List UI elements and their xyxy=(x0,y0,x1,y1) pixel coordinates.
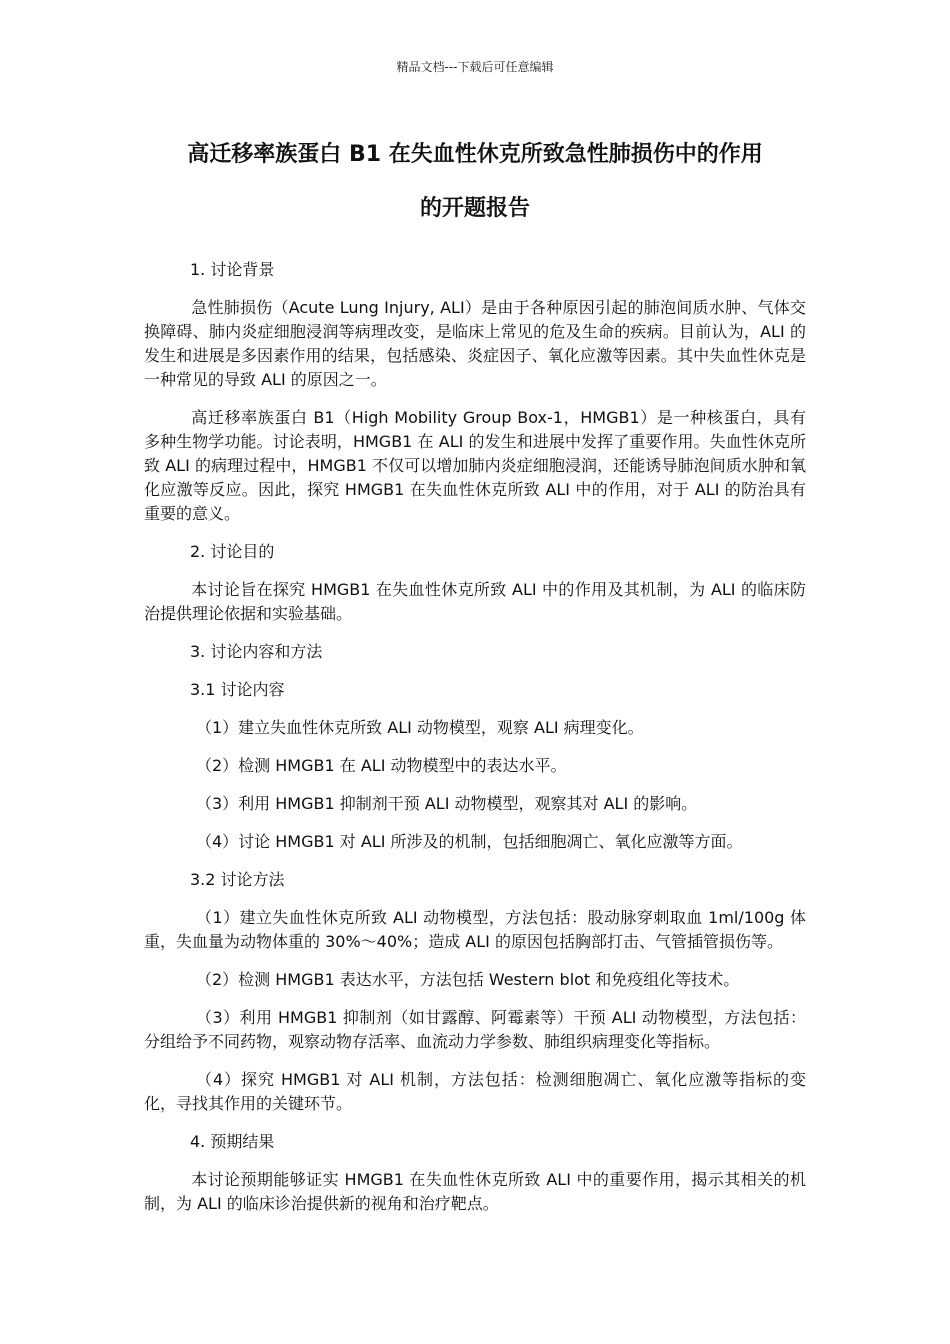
section-heading-background: 1. 讨论背景 xyxy=(190,260,275,279)
content-item-2: （2）检测 HMGB1 在 ALI 动物模型中的表达水平。 xyxy=(196,756,567,775)
paragraph-background-2: 高迁移率族蛋白 B1（High Mobility Group Box-1，HMGB1）是一种核蛋白，具有多种生物学功能。讨论表明，HMGB1 在 ALI 的发生和进展中发挥了重要作用。失血性休克所致 ALI 的病理过程中，HMGB1 不仅可以增加肺内炎症细胞浸润，还能诱导肺泡间质水肿和氧化应激等反应。因此，探究 HMGB1 在失血性休克所致 ALI 中的作用，对于 ALI 的防治具有重要的意义。 xyxy=(144,408,806,523)
method-item-3: （3）利用 HMGB1 抑制剂（如甘露醇、阿霉素等）干预 ALI 动物模型，方法包括：分组给予不同药物，观察动物存活率、血流动力学参数、肺组织病理变化等指标。 xyxy=(144,1008,806,1051)
subsection-heading-methods: 3.2 讨论方法 xyxy=(190,870,285,889)
method-item-4: （4）探究 HMGB1 对 ALI 机制，方法包括：检测细胞凋亡、氧化应激等指标的变化，寻找其作用的关键环节。 xyxy=(144,1070,806,1113)
paragraph-background-1: 急性肺损伤（Acute Lung Injury, ALI）是由于各种原因引起的肺泡间质水肿、气体交换障碍、肺内炎症细胞浸润等病理改变，是临床上常见的危及生命的疾病。目前认为，ALI 的发生和进展是多因素作用的结果，包括感染、炎症因子、氧化应激等因素。其中失血性休克是一种常见的导致 ALI 的原因之一。 xyxy=(144,298,806,389)
document-body xyxy=(144,258,806,1230)
paragraph-expected-results: 本讨论预期能够证实 HMGB1 在失血性休克所致 ALI 中的重要作用，揭示其相关的机制，为 ALI 的临床诊治提供新的视角和治疗靶点。 xyxy=(144,1170,806,1213)
content-item-3: （3）利用 HMGB1 抑制剂干预 ALI 动物模型，观察其对 ALI 的影响。 xyxy=(196,794,698,813)
content-item-4: （4）讨论 HMGB1 对 ALI 所涉及的机制，包括细胞凋亡、氧化应激等方面。 xyxy=(196,832,743,851)
page-header: 精品文档---下载后可任意编辑 xyxy=(396,60,554,74)
paragraph-purpose: 本讨论旨在探究 HMGB1 在失血性休克所致 ALI 中的作用及其机制，为 ALI 的临床防治提供理论依据和实验基础。 xyxy=(144,580,806,623)
method-item-2: （2）检测 HMGB1 表达水平，方法包括 Western blot 和免疫组化等技术。 xyxy=(196,970,740,989)
section-heading-expected-results: 4. 预期结果 xyxy=(190,1132,275,1151)
document-title-line-1: 高迁移率族蛋白 B1 在失血性休克所致急性肺损伤中的作用 xyxy=(187,142,763,167)
content-item-1: （1）建立失血性休克所致 ALI 动物模型，观察 ALI 病理变化。 xyxy=(196,718,644,737)
subsection-heading-content: 3.1 讨论内容 xyxy=(190,680,285,699)
method-item-1: （1）建立失血性休克所致 ALI 动物模型，方法包括：股动脉穿刺取血 1ml/100g 体重，失血量为动物体重的 30%～40%；造成 ALI 的原因包括胸部打击、气管插管损伤等。 xyxy=(144,908,806,951)
document-title-line-2: 的开题报告 xyxy=(419,196,530,221)
section-heading-content-methods: 3. 讨论内容和方法 xyxy=(190,642,323,661)
section-heading-purpose: 2. 讨论目的 xyxy=(190,542,275,561)
